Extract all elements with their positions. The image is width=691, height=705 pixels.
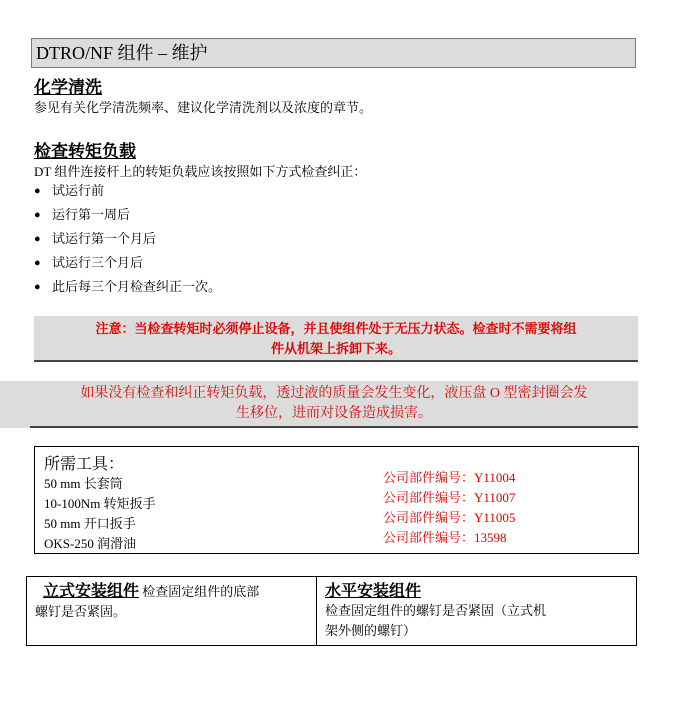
- torque-check-list: [34, 182, 221, 302]
- bullet-icon: ●: [34, 257, 41, 269]
- tools-list: [44, 474, 156, 554]
- horizontal-install-cell: [317, 577, 636, 645]
- list-item: [34, 206, 221, 230]
- tool-item: 10-100Nm 转矩扳手: [44, 496, 156, 511]
- vertical-install-cell: [27, 577, 317, 645]
- bullet-icon: ●: [34, 209, 41, 221]
- installation-table: [26, 576, 637, 646]
- list-item-label: 试运行三个月后: [52, 255, 144, 270]
- chemical-cleaning-text: 参见有关化学清洗频率、建议化学清洗剂以及浓度的章节。: [34, 100, 373, 115]
- vertical-install-title: 立式安装组件: [43, 581, 140, 600]
- caution-note: [34, 316, 638, 362]
- bullet-icon: ●: [34, 281, 41, 293]
- tool-item: 50 mm 长套筒: [44, 476, 123, 491]
- part-number: 公司部件编号：13598: [383, 530, 507, 545]
- chemical-cleaning-heading: 化学清洗: [34, 78, 102, 98]
- list-item-label: 此后每三个月检查纠正一次。: [52, 279, 222, 294]
- warning-note: [30, 381, 638, 428]
- torque-check-intro: DT 组件连接杆上的转矩负载应该按照如下方式检查纠正：: [34, 164, 367, 179]
- horizontal-install-line1: 检查固定组件的螺钉是否紧固（立式机: [325, 603, 547, 618]
- list-item: [34, 254, 221, 278]
- part-number-list: [383, 468, 515, 548]
- part-number: 公司部件编号：Y11005: [383, 510, 516, 525]
- side-marker: [0, 381, 30, 428]
- caution-note-line1: 注意：当检查转矩时必须停止设备，并且使组件处于无压力状态。检查时不需要将组: [95, 321, 577, 336]
- warning-note-line1: 如果没有检查和纠正转矩负载，透过液的质量会发生变化，液压盘 O 型密封圈会发: [80, 386, 588, 401]
- page-title: DTRO/NF 组件 – 维护: [31, 38, 636, 68]
- list-item: [34, 230, 221, 254]
- caution-note-line2: 件从机架上拆卸下来。: [270, 341, 401, 356]
- vertical-install-text: 检查固定组件的底部: [142, 584, 260, 599]
- list-item-label: 试运行第一个月后: [52, 231, 157, 246]
- list-item: [34, 278, 221, 302]
- horizontal-install-line2: 架外侧的螺钉）: [325, 623, 417, 638]
- list-item: [34, 182, 221, 206]
- list-item-label: 运行第一周后: [52, 207, 131, 222]
- vertical-install-text-cont: 螺钉是否紧固。: [35, 604, 127, 619]
- warning-note-line2: 生移位，进而对设备造成损害。: [236, 406, 432, 421]
- tools-heading: 所需工具：: [44, 456, 125, 473]
- bullet-icon: ●: [34, 185, 41, 197]
- part-number: 公司部件编号：Y11007: [383, 490, 516, 505]
- tool-item: OKS-250 润滑油: [44, 536, 137, 551]
- tool-item: 50 mm 开口扳手: [44, 516, 136, 531]
- list-item-label: 试运行前: [52, 183, 105, 198]
- bullet-icon: ●: [34, 233, 41, 245]
- torque-check-heading: 检查转矩负载: [34, 142, 136, 162]
- tools-box: [34, 446, 639, 554]
- horizontal-install-title: 水平安装组件: [325, 581, 422, 600]
- part-number: 公司部件编号：Y11004: [383, 470, 516, 485]
